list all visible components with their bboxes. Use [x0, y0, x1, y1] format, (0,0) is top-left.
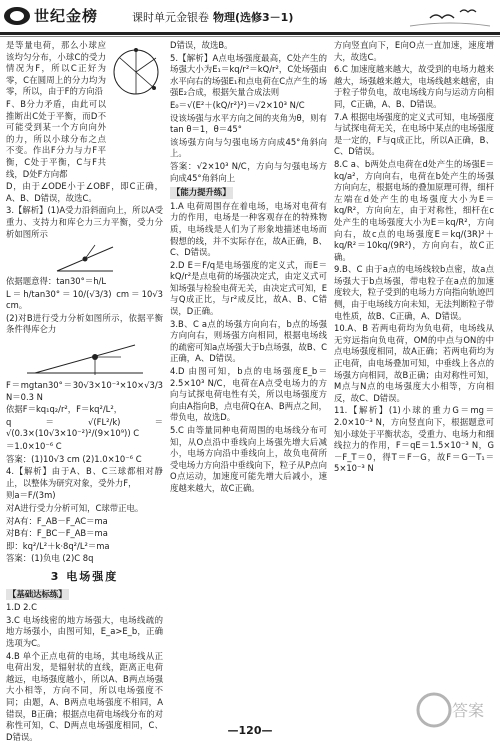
page-number: —120—	[227, 724, 273, 737]
text-block: 6.C 加速度越来越大，故受到的电场力越来越大，场强越来越大，电场线越来越密，由于粒子带负电，故电场线方向与运动方向相同，C正确，A、B、D错误。	[334, 64, 494, 109]
header-rule	[0, 32, 500, 35]
column-left	[6, 40, 163, 742]
text-block: 则a＝F/(3m)	[6, 490, 56, 501]
section-heading: 【基础达标练】	[8, 588, 67, 599]
text-block: 4.【解析】由于A、B、C三球都相对静止，以整体为研究对象，受外力F，	[6, 466, 163, 488]
text-block: D，由于∠ODE小于∠OBF，即C正确，A、B、D错误，故选C。	[6, 181, 163, 203]
text-block: 3.【解析】(1)A受力沿斜面向上，所以A受重力、支持力和库仑力三力平衡，受力分析如图所示	[6, 205, 163, 239]
text-block: 3.B、C a点的场强方向向右，b点的场强方向向右，则场强方向相同，根据电场线的疏密可知a点场强大于b点场强，故B、C正确，A、D错误。	[170, 318, 327, 364]
text-block: 依据F＝kq₁q₂/r²，F＝kq²/L²，	[6, 404, 123, 415]
answer-line: 1.D 2.C	[6, 602, 37, 613]
text-block: 3.C 电场线密的地方场强大，电场线疏的地方场强小，由图可知，E_a>E_b，正确选项为C。	[6, 614, 163, 648]
header-rule-thin	[0, 36, 500, 37]
section-heading: 【能力提升练】	[172, 187, 231, 198]
text-block: ＝1.0×10⁻⁶ C	[6, 441, 62, 452]
text-block: 对A进行受力分析可知，C球带正电。	[6, 503, 144, 513]
text-block: 11.【解析】(1)小球的重力G＝mg＝2.0×10⁻³ N，方向竖直向下，根据题意可知小球处于平衡状态，受重力、电场力和细线拉力的作用，F＝qE＝1.5×10⁻³ N，G－F_T＝0，得T＝F－G，故F＝G－T₁＝5×10⁻³ N	[334, 405, 494, 474]
birds-decoration-icon	[410, 4, 490, 28]
text-block: 即：kq²/L²＋k·8q²/L²＝ma	[6, 540, 110, 551]
column-right	[334, 40, 494, 704]
text-block: E₀＝√(E²＋(kQ/r²)²)＝√2×10³ N/C	[170, 99, 305, 110]
text-block: 是等量电荷，那么小球应该均匀分布，小球C的受力情况为F，所以C正好为零，C在圆周上的分力均为零，所以，由于F的方向沿	[6, 40, 106, 97]
brand-logo	[4, 5, 98, 26]
incline-figure	[55, 243, 115, 273]
answer-line: 答案：(1)负电 (2)C 8q	[6, 553, 94, 564]
svg-text:答案: 答案	[452, 701, 485, 720]
text-block: 4.B 单个正点电荷的电场，其电场线从正电荷出发，是辐射状的直线，距离正电荷越远，电场强度越小，所以A、B两点场强大小相等，方向不同，所以电场强度不同；由题，A、B两点电场强度不相同，A错误，B正确；根据点电荷电场线分布的对称性可知，C、D两点电场强度相同，C、D错误。	[6, 650, 163, 742]
text-block: 1.A 电荷周围存在着电场，电场对电荷有力的作用，电场是一种客观存在的特殊物质，电场线是人们为了形象地描述电场而假想的线，并不实际存在，故A正确，B、C、D错误。	[170, 200, 327, 258]
text-block: 5.C 由等量同种电荷周围的电场线分布可知，从O点沿中垂线向上场强先增大后减小，电场方向沿中垂线向上，故负电荷所受电场力方向沿中垂线向下，粒子从P点向O点运动，加速度可能先增大后减小，速度越来越大，故C正确。	[170, 425, 327, 493]
text-block: 设该场强与水平方向之间的夹角为θ，则有tan θ＝1，θ＝45°	[170, 112, 327, 135]
text-block: 对B有：F_BC－F_AB＝ma	[6, 528, 108, 539]
column-middle	[170, 40, 327, 704]
text-block: 10.A、B 若两电荷均为负电荷，电场线从无穷远指向负电荷，OM的中点与ON的中点电场强度相同，故A正确；若两电荷均为正电荷，由电场叠加可知，中垂线上各点的场强方向相同，故B正确；由对称性可知，M点与N点的电场强度大小相等，方向相反，故C、D错误。	[334, 323, 494, 403]
answer-line: 答案：√2×10³ N/C，方向与匀强电场方向成45°角斜向上	[170, 160, 327, 183]
answer-line: 答案：(1)10√3 cm (2)1.0×10⁻⁶ C	[6, 453, 142, 464]
text-block: 9.B、C 由于a点的电场线较b点密，故a点场强大于b点场强，带电粒子在a点的加速度较大，粒子受到的电场力方向指向轨迹凹侧，由于电场线方向未知，无法判断粒子带电性质，故B、C正确，A、D错误。	[334, 264, 494, 321]
text-block: 7.A 根据电场强度的定义式可知，电场强度与试探电荷无关，在电场中某点的电场强度是一定的，F与q成正比，所以A正确，B、C、D错误。	[334, 111, 494, 157]
circle-force-figure	[110, 40, 162, 104]
chapter-title: 3 电场强度	[50, 569, 119, 583]
text-block: (2)对B进行受力分析如图所示，依据平衡条件得库仑力	[6, 312, 163, 335]
text-block: q＝√(FL²/k)＝√(0.3×(10√3×10⁻²)²/(9×10⁹)) C	[6, 416, 163, 439]
series-title: 课时单元金银卷	[132, 11, 209, 24]
page-header	[0, 0, 500, 36]
text-block: 8.C a、b两处点电荷在d处产生的场强E＝kq/a²，方向向右，电荷在b处产生的场强方向向左，根据电场的叠加原理可得，细杆左端在d处产生的电场强度大小为E＝kq/R²，方向向左，由于对称性，细杆在c处产生的电场强度大小为E＝kq/R²，方向向右，故c点的电场强度E＝kq/(3R)²＋kq/R²＝10kq/(9R²)，方向向右，故C正确。	[334, 158, 494, 262]
text-block: 该场强方向与匀强电场方向成45°角斜向上。	[170, 136, 327, 159]
text-block: 5.【解析】A点电场强度最高，C处产生的场强大小为E₁＝kq/r²＝kQ/r²，C处场强由水平向右的场强E₁和点电荷在C点产生的场强E₂合成，根据矢量合成法则	[170, 52, 327, 98]
text-block: L＝h/tan30°＝10/(√3/3) cm＝10√3 cm。	[6, 288, 163, 311]
text-block: 依据题意得：tan30°＝h/L	[6, 276, 106, 287]
brand-name: 世纪金榜	[34, 7, 99, 25]
text-block: 对A有：F_AB－F_AC＝ma	[6, 515, 108, 526]
text-block: 2.D E＝F/q是电场强度的定义式，而E＝kQ/r²是点电荷的场强决定式，由定义式可知场强与检验电荷无关，由决定式可知，E与Q成正比，与r²成反比，故A、B、C错误，D正确。	[170, 259, 327, 317]
text-block: F、B分力矛盾，由此可以推断出C处于平衡，而D不可能受到某一个方向向外的力，所以小球分布之点不变。作出F分力与力F平衡，C处于平衡，C与F共线，D处F方向都	[6, 98, 106, 179]
subject-title: 物理(选修3－1)	[213, 11, 294, 24]
text-block: D错误，故选B。	[170, 40, 233, 50]
stamp-watermark-icon	[404, 688, 500, 746]
text-block: 方向竖直向下，E向O点一直加速，速度增大，故选C。	[334, 40, 494, 62]
text-block: 4.D 由图可知，b点的电场强度E_b＝2.5×10³ N/C，电荷在A点受电场力的方向与试探电荷电性有关，所以电场强度方向由A指向B，点电荷Q在A、B两点之间，带负电，故选D。	[170, 366, 327, 423]
slope-force-figure	[25, 339, 145, 377]
text-block: F＝mgtan30°＝30√3×10⁻³×10×√3/3 N＝0.3 N	[6, 380, 163, 402]
logo-emblem-icon	[4, 7, 30, 25]
